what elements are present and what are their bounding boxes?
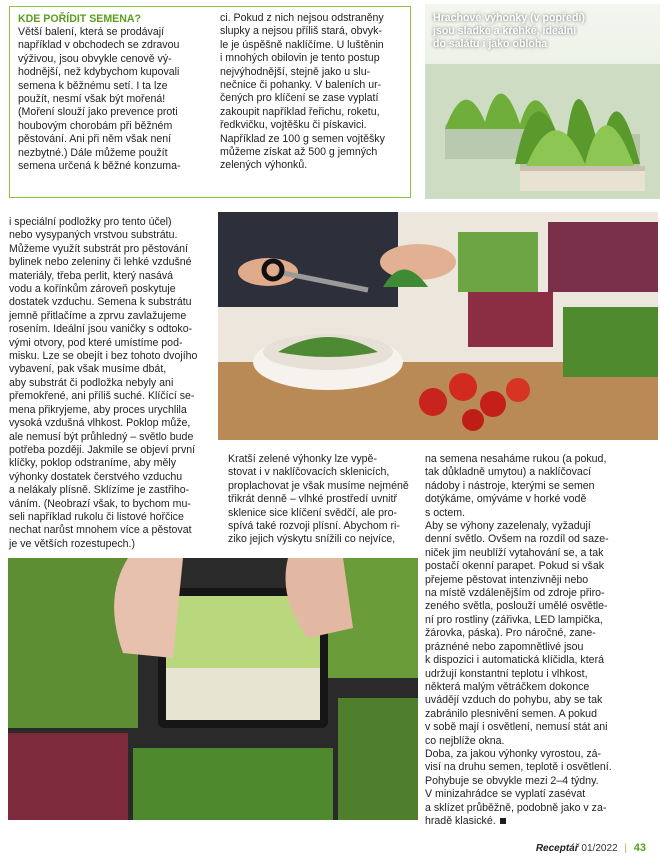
page-footer <box>536 842 646 854</box>
sidebar-column-1: Větší balení, která se prodávají například v obchodech se zdravou výživou, jsou obvykle cenově vý- hodnější, než kdybychom kupovali semena k běžnému setí. I ta lze použít, nesmí však být mořená! (Moření slouží jako prevence proti houbovým chorobám při běžném pěstování. Ani při něm však není nezbytné.) Dále můžeme použít semena určená k běžné konzuma- <box>18 26 181 173</box>
sidebar-column-2: ci. Pokud z nich nejsou odstraněny slupky a nejsou příliš stará, obvyk- le je úspěšně naklíčíme. U luštěnin i mnohých obilovin je tento postup nejvýhodnější, stejně jako u slu- nečnice či pohanky. V baleních ur- čených pro klíčení se zase vyplatí zakoupit například řeřichu, roketu, ředkvičku, vojtěšku či pískavici. Například ze 100 g semen vojtěšky můžeme získat až 500 g jemných zelených výhonků. <box>220 12 385 172</box>
trays-illustration <box>8 558 418 820</box>
footer-separator: | <box>624 843 627 854</box>
issue-number: 01/2022 <box>581 843 618 854</box>
sidebar-heading: KDE POŘÍDIT SEMENA? <box>18 13 142 25</box>
magazine-name: Receptář <box>535 843 579 854</box>
photo-pea-shoots <box>425 4 660 199</box>
article-right-column <box>425 453 653 828</box>
article-right-column-text: na semena nesaháme rukou (a pokud, tak důkladně umytou) a naklíčovací nádoby i nástroje, kterými se semen dotýkáme, omýváme v horké vodě s octem. Aby se výhony zazelenaly, vyžadují denní světlo. Ovšem na rozdíl od saze- niček jim neublíží vytahování se, a tak postačí okenní parapet. Pokud si však přejeme pěstovat intenzivněji nebo na místě vzdálenějším od zdroje přiro- zeného světla, poslouží umělé osvětle- ní pro rostliny (zářivka, LED lampička, žárovka, páska). Pro náročné, zane- práznéné nebo zapomnětlivé jsou k dispozici i automatická klíčidla, která udržují konstantní teplotu i vlhkost, některá malým větráčkem dokonce uvádějí vzduch do pohybu, aby se tak zabránilo plesnivění semen. A pokud v sobě mají i osvětlení, nemusí stát ani co nejblíže okna. Doba, za jakou výhonky vyrostou, zá- visí na druhu semen, teplotě i osvětlení. Pohybuje se obvykle mezi 2–4 týdny. V minizahrádce se vyplatí zasévat a sklízet průběžně, podobně jako v za- hradě klasické. <box>425 453 612 827</box>
article-left-column: i speciální podložky pro tento účel) nebo vysypaných vrstvou substrátu. Můžeme využít substrát pro pěstování bylinek nebo zeleniny či lehké vzdušné materiály, třeba perlit, který nasává vodu a kořínkům zároveň poskytuje dostatek vzduchu. Semena k substrátu jemně přitlačíme a zprvu zavlažujeme rosením. Ideální jsou vaničky s odtoko- vými otvory, pod které umístíme pod- misku. Lze se obejít i bez tohoto dvojího vybavení, pak však musíme dbát, aby substrát či podložka nebyly ani přemokřené, ani příliš suché. Klíčící se- mena přikryjeme, aby proces urychlila vysoká vzdušná vlhkost. Poklop může, ale nemusí být průhledný – světlo bude potřeba později. Jakmile se objeví první klíčky, poklop odstraníme, aby měly výhonky dostatek čerstvého vzduchu a nelákaly plísně. Sklízíme je zastřiho- váním. (Neobrazí však, to bychom mu- seli například rukolu či listové hořčice nechat narůst mnohem více a pěstovat je ve větších rozestupech.) <box>9 216 198 550</box>
end-of-article-mark <box>500 818 506 824</box>
photo-microgreens-trays <box>8 558 418 820</box>
article-middle-column: Kratší zelené výhonky lze vypě- stovat i v naklíčovacích sklenicích, proplachovat je však musíme nejméně třikrát denně – vlhké prostředí uvnitř sklenice sice klíčení svědčí, ale pro- spívá také rozvoji plísní. Abychom ri- ziko jejich výskytu snížili co nejvíce, <box>228 453 409 546</box>
harvest-illustration <box>218 212 658 440</box>
page-number: 43 <box>633 842 646 854</box>
sidebar-box <box>9 6 411 198</box>
photo-caption: Hrachové výhonky (v popředí) jsou sladké a křehké, ideální do salátu i jako obloha <box>433 12 585 50</box>
photo-harvesting-microgreens <box>218 212 658 440</box>
